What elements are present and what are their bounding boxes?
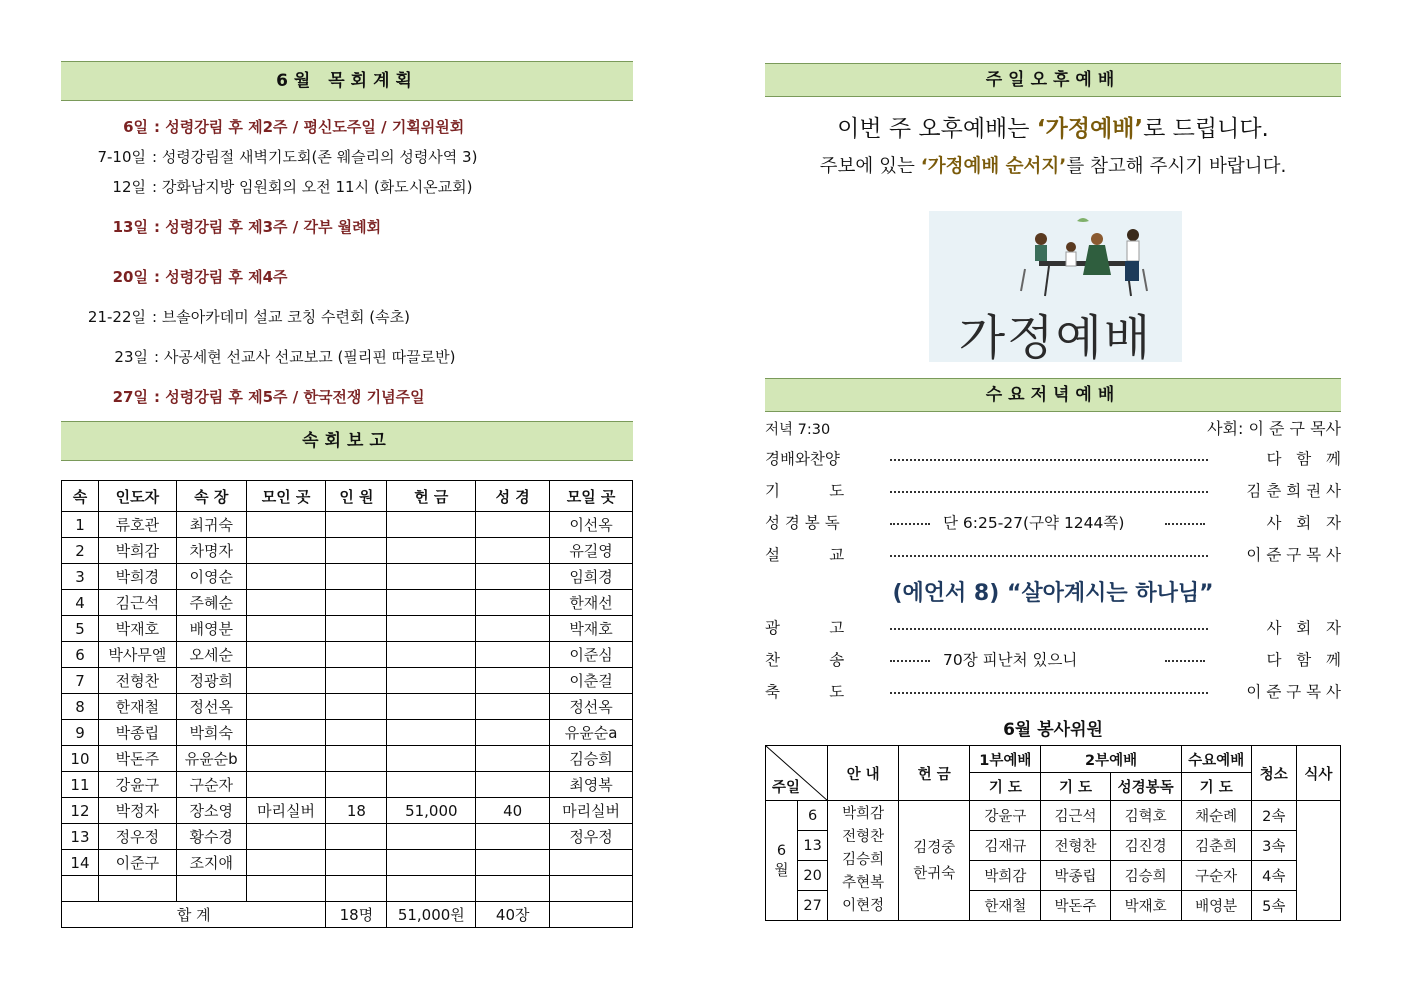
- volunteer-cell: 김진경: [1110, 831, 1181, 861]
- table-cell: 박정자: [98, 798, 176, 824]
- table-row: [62, 694, 633, 720]
- table-cell: [62, 876, 99, 902]
- table-cell: [476, 538, 550, 564]
- sunday-date: 27: [798, 891, 828, 921]
- table-row: [62, 746, 633, 772]
- volunteer-cell: 김승희: [1110, 861, 1181, 891]
- schedule-text: : 성령강림 후 제3주 / 각부 월례회: [154, 218, 382, 236]
- order-item: [765, 511, 1341, 535]
- table-cell: [246, 694, 326, 720]
- schedule-date: 23일: [114, 348, 148, 366]
- leader-dots: [890, 680, 1208, 694]
- table-cell: [476, 642, 550, 668]
- table-cell: 8: [62, 694, 99, 720]
- schedule-text: : 성령강림 후 제2주 / 평신도주일 / 기획위원회: [154, 118, 465, 136]
- meal-cell: [1296, 801, 1340, 921]
- table-cell: [476, 668, 550, 694]
- notice-line-2-em: ‘가정예배 순서지’: [920, 156, 1067, 177]
- table-cell: 이선옥: [550, 512, 633, 538]
- table-cell: [246, 824, 326, 850]
- table-cell: 이영순: [176, 564, 246, 590]
- volunteer-cell: 김혁호: [1110, 801, 1181, 831]
- table-cell: [246, 616, 326, 642]
- schedule-item: [60, 266, 288, 287]
- table-cell: 11: [62, 772, 99, 798]
- order-right: 사 회 자: [1266, 619, 1341, 637]
- table-row: [62, 824, 633, 850]
- table-cell: [98, 876, 176, 902]
- table-cell: [550, 850, 633, 876]
- table-cell: 전형찬: [98, 668, 176, 694]
- table-cell: [476, 824, 550, 850]
- table-cell: [326, 824, 387, 850]
- table-cell: [476, 772, 550, 798]
- order-label: 축 도: [765, 683, 845, 701]
- image-caption: 가정예배: [958, 310, 1153, 362]
- table-cell: [326, 616, 387, 642]
- leader-dots: [1165, 511, 1205, 525]
- column-header: 인도자: [98, 481, 176, 512]
- order-right: 김 춘 희 권 사: [1246, 482, 1341, 500]
- order-label: 찬 송: [765, 651, 845, 669]
- table-cell: 이준구: [98, 850, 176, 876]
- table-row: [62, 720, 633, 746]
- offering-cell: 김경중 한귀숙: [899, 801, 970, 921]
- table-cell: 유윤순b: [176, 746, 246, 772]
- table-cell: 김근석: [98, 590, 176, 616]
- table-cell: [476, 694, 550, 720]
- table-cell: 정우정: [98, 824, 176, 850]
- table-cell: 장소영: [176, 798, 246, 824]
- table-cell: [326, 746, 387, 772]
- table-cell: [246, 564, 326, 590]
- h-first: 1부예배: [970, 746, 1041, 773]
- column-header: 모일 곳: [550, 481, 633, 512]
- table-row: [62, 512, 633, 538]
- h-bible: 성경봉독: [1110, 773, 1181, 801]
- table-cell: 구순자: [176, 772, 246, 798]
- schedule-date: 7-10일: [97, 148, 146, 166]
- leader-dots: [890, 648, 930, 662]
- volunteer-table: [765, 745, 1341, 921]
- volunteer-cell: 김근석: [1041, 801, 1110, 831]
- table-row: [62, 876, 633, 902]
- order-item: [765, 680, 1341, 704]
- schedule-date: 6일: [123, 118, 148, 136]
- table-cell: 최영복: [550, 772, 633, 798]
- total-bible: 40장: [476, 902, 550, 928]
- table-cell: 이춘걸: [550, 668, 633, 694]
- table-row: [62, 590, 633, 616]
- table-cell: 임희경: [550, 564, 633, 590]
- table-cell: [246, 668, 326, 694]
- table-cell: 한재선: [550, 590, 633, 616]
- table-cell: [326, 538, 387, 564]
- table-cell: [326, 564, 387, 590]
- order-right: 이 준 구 목 사: [1246, 683, 1341, 701]
- table-cell: [476, 564, 550, 590]
- table-header-row: [62, 481, 633, 512]
- table-cell: 40: [476, 798, 550, 824]
- leader-dots: [890, 543, 1208, 557]
- volunteer-cell: 김춘희: [1181, 831, 1251, 861]
- total-empty: [550, 902, 633, 928]
- table-row: [62, 564, 633, 590]
- notice-line-1-em: ‘가정예배’: [1036, 116, 1144, 142]
- guides-cell: 박희감 전형찬 김승희 추현복 이현정: [828, 801, 899, 921]
- month-cell: 6 월: [766, 801, 798, 921]
- corner-label: 주일: [772, 780, 801, 796]
- table-cell: [476, 850, 550, 876]
- total-people: 18명: [326, 902, 387, 928]
- table-cell: [387, 720, 476, 746]
- sunday-date: 13: [798, 831, 828, 861]
- table-cell: 정광희: [176, 668, 246, 694]
- table-row: [62, 772, 633, 798]
- table-cell: [326, 720, 387, 746]
- schedule-text: : 사공세현 선교사 선교보고 (필리핀 따끌로반): [154, 348, 456, 366]
- wed-host: 사회: 이 준 구 목사: [1207, 419, 1341, 438]
- order-right: 다 함 께: [1266, 651, 1341, 669]
- column-header: 모인 곳: [246, 481, 326, 512]
- table-cell: [387, 694, 476, 720]
- schedule-item: [60, 176, 473, 197]
- h-wed: 수요예배: [1181, 746, 1251, 773]
- table-cell: [387, 538, 476, 564]
- column-header: 속: [62, 481, 99, 512]
- volunteer-cell: 박희감: [970, 861, 1041, 891]
- total-label: 합 계: [62, 902, 326, 928]
- table-cell: 차명자: [176, 538, 246, 564]
- schedule-text: : 성령강림 후 제4주: [154, 268, 288, 286]
- volunteer-cell: 2속: [1251, 801, 1296, 831]
- table-cell: 박재호: [550, 616, 633, 642]
- table-cell: 이준심: [550, 642, 633, 668]
- order-label: 경배와찬양: [765, 450, 840, 468]
- table-cell: [246, 746, 326, 772]
- leader-dots: [890, 616, 1208, 630]
- volunteer-cell: 5속: [1251, 891, 1296, 921]
- sermon-title: (에언서 8) “살아계시는 하나님”: [892, 581, 1214, 606]
- table-cell: [326, 850, 387, 876]
- table-cell: 정선옥: [550, 694, 633, 720]
- volunteer-cell: 박종립: [1041, 861, 1110, 891]
- volunteer-cell: 배영분: [1181, 891, 1251, 921]
- notice-line-1-post: 로 드립니다.: [1143, 116, 1269, 142]
- table-cell: [326, 590, 387, 616]
- table-cell: [476, 876, 550, 902]
- table-cell: [246, 642, 326, 668]
- leader-dots: [890, 511, 930, 525]
- table-cell: [326, 876, 387, 902]
- schedule-item: [60, 216, 381, 237]
- table-cell: [476, 720, 550, 746]
- schedule-text: : 성령강림 후 제5주 / 한국전쟁 기념주일: [154, 388, 425, 406]
- order-detail: 70장 피난처 있으니: [943, 651, 1078, 669]
- wednesday-section-header: 수요저녁예배: [765, 378, 1341, 412]
- schedule-date: 27일: [112, 388, 148, 406]
- table-cell: [326, 772, 387, 798]
- table-cell: [326, 694, 387, 720]
- schedule-date: 20일: [112, 268, 148, 286]
- table-cell: 김승희: [550, 746, 633, 772]
- schedule-item: [60, 386, 425, 407]
- table-cell: 강윤구: [98, 772, 176, 798]
- schedule-item: [60, 116, 464, 137]
- table-total-row: [62, 902, 633, 928]
- table-cell: 18: [326, 798, 387, 824]
- table-cell: 배영분: [176, 616, 246, 642]
- table-cell: 1: [62, 512, 99, 538]
- leader-dots: [1165, 648, 1205, 662]
- table-cell: 황수경: [176, 824, 246, 850]
- volunteer-cell: 구순자: [1181, 861, 1251, 891]
- order-label: 광 고: [765, 619, 845, 637]
- table-cell: [387, 824, 476, 850]
- h-pray2: 기 도: [1041, 773, 1110, 801]
- notice-line-1: [765, 110, 1341, 143]
- order-item: [765, 543, 1341, 567]
- table-cell: 박돈주: [98, 746, 176, 772]
- schedule-text: : 성령강림절 새벽기도회(존 웨슬리의 성령사역 3): [152, 148, 478, 166]
- notice-line-2: [765, 152, 1341, 178]
- volunteer-row: [766, 801, 1341, 831]
- table-row: [62, 538, 633, 564]
- schedule-text: : 브솔아카데미 설교 코칭 수련회 (속초): [152, 308, 410, 326]
- table-cell: 박희감: [98, 538, 176, 564]
- order-item: [765, 616, 1341, 640]
- table-cell: [387, 850, 476, 876]
- table-cell: 박사무엘: [98, 642, 176, 668]
- total-offering: 51,000원: [387, 902, 476, 928]
- table-cell: 한재철: [98, 694, 176, 720]
- volunteer-cell: 채순례: [1181, 801, 1251, 831]
- table-cell: 주혜순: [176, 590, 246, 616]
- table-cell: [550, 876, 633, 902]
- column-header: 헌 금: [387, 481, 476, 512]
- h-clean: 청소: [1251, 746, 1296, 801]
- volunteer-cell: 한재철: [970, 891, 1041, 921]
- schedule-item: [60, 306, 410, 327]
- table-cell: 류호관: [98, 512, 176, 538]
- order-item: [765, 648, 1341, 672]
- table-cell: [387, 616, 476, 642]
- table-cell: [246, 512, 326, 538]
- table-cell: [387, 668, 476, 694]
- order-label: 기 도: [765, 482, 845, 500]
- leader-dots: [890, 447, 1208, 461]
- table-row: [62, 642, 633, 668]
- h-meal: 식사: [1296, 746, 1340, 801]
- h-pray3: 기 도: [1181, 773, 1251, 801]
- sunday-date: 6: [798, 801, 828, 831]
- table-cell: [476, 746, 550, 772]
- table-cell: 마리실버: [550, 798, 633, 824]
- h-offering: 헌 금: [899, 746, 970, 801]
- table-cell: 정우정: [550, 824, 633, 850]
- h-second: 2부예배: [1041, 746, 1181, 773]
- table-cell: 유길영: [550, 538, 633, 564]
- table-cell: 박희경: [98, 564, 176, 590]
- h-pray1: 기 도: [970, 773, 1041, 801]
- schedule-date: 12일: [112, 178, 146, 196]
- volunteer-cell: 3속: [1251, 831, 1296, 861]
- table-cell: [326, 642, 387, 668]
- table-cell: [387, 590, 476, 616]
- column-header: 속 장: [176, 481, 246, 512]
- schedule-text: : 강화남지방 임원회의 오전 11시 (화도시온교회): [152, 178, 473, 196]
- column-header: 성 경: [476, 481, 550, 512]
- table-cell: [246, 772, 326, 798]
- order-item: [765, 479, 1341, 503]
- cell-report-table: [61, 480, 633, 928]
- table-cell: [246, 590, 326, 616]
- table-cell: [387, 642, 476, 668]
- volunteer-cell: 김재규: [970, 831, 1041, 861]
- order-label: 성 경 봉 독: [765, 514, 840, 532]
- table-cell: [476, 512, 550, 538]
- table-row: [62, 668, 633, 694]
- table-row: [62, 798, 633, 824]
- table-cell: [176, 876, 246, 902]
- table-cell: [387, 772, 476, 798]
- table-cell: 9: [62, 720, 99, 746]
- order-right: 이 준 구 목 사: [1246, 546, 1341, 564]
- notice-line-2-post: 를 참고해 주시기 바랍니다.: [1066, 156, 1287, 177]
- table-cell: [246, 876, 326, 902]
- table-cell: [476, 616, 550, 642]
- table-cell: 14: [62, 850, 99, 876]
- corner-cell: [766, 746, 828, 801]
- wed-time: 저녁 7:30: [765, 422, 831, 438]
- table-row: [62, 850, 633, 876]
- table-cell: [387, 564, 476, 590]
- table-cell: 정선옥: [176, 694, 246, 720]
- order-right: 다 함 께: [1266, 450, 1341, 468]
- order-label: 설 교: [765, 546, 845, 564]
- table-cell: 박종립: [98, 720, 176, 746]
- table-row: [62, 616, 633, 642]
- schedule-date: 13일: [112, 218, 148, 236]
- table-cell: [476, 590, 550, 616]
- plan-section-header: 6월 목회계획: [61, 61, 633, 101]
- volunteer-cell: 4속: [1251, 861, 1296, 891]
- table-cell: 13: [62, 824, 99, 850]
- order-detail: 단 6:25-27(구약 1244쪽): [943, 514, 1125, 532]
- h-guide: 안 내: [828, 746, 899, 801]
- table-cell: 10: [62, 746, 99, 772]
- table-cell: 박희숙: [176, 720, 246, 746]
- table-cell: [387, 512, 476, 538]
- report-section-header: 속회보고: [61, 421, 633, 461]
- schedule-item: [60, 146, 477, 167]
- leader-dots: [890, 479, 1208, 493]
- schedule-item: [60, 346, 455, 367]
- table-cell: 마리실버: [246, 798, 326, 824]
- table-cell: [326, 512, 387, 538]
- table-cell: 6: [62, 642, 99, 668]
- order-right: 사 회 자: [1266, 514, 1341, 532]
- table-cell: [246, 850, 326, 876]
- table-cell: 4: [62, 590, 99, 616]
- order-item: [765, 447, 1341, 471]
- table-cell: 51,000: [387, 798, 476, 824]
- sunday-date: 20: [798, 861, 828, 891]
- schedule-date: 21-22일: [87, 308, 146, 326]
- table-cell: 3: [62, 564, 99, 590]
- notice-line-1-pre: 이번 주 오후예배는: [837, 116, 1037, 142]
- family-worship-image: [929, 211, 1182, 362]
- table-cell: 2: [62, 538, 99, 564]
- column-header: 인 원: [326, 481, 387, 512]
- table-cell: [387, 876, 476, 902]
- table-cell: 최귀숙: [176, 512, 246, 538]
- table-cell: 12: [62, 798, 99, 824]
- volunteer-cell: 박재호: [1110, 891, 1181, 921]
- table-cell: 7: [62, 668, 99, 694]
- table-cell: [246, 538, 326, 564]
- notice-line-2-pre: 주보에 있는: [819, 156, 921, 177]
- volunteer-title: 6월 봉사위원: [1003, 720, 1103, 740]
- table-cell: [326, 668, 387, 694]
- table-cell: 오세순: [176, 642, 246, 668]
- volunteer-cell: 전형찬: [1041, 831, 1110, 861]
- table-cell: 박재호: [98, 616, 176, 642]
- table-cell: 조지애: [176, 850, 246, 876]
- afternoon-section-header: 주일오후예배: [765, 63, 1341, 97]
- volunteer-cell: 박돈주: [1041, 891, 1110, 921]
- table-cell: [246, 720, 326, 746]
- volunteer-cell: 강윤구: [970, 801, 1041, 831]
- table-cell: 유윤순a: [550, 720, 633, 746]
- table-cell: 5: [62, 616, 99, 642]
- table-cell: [387, 746, 476, 772]
